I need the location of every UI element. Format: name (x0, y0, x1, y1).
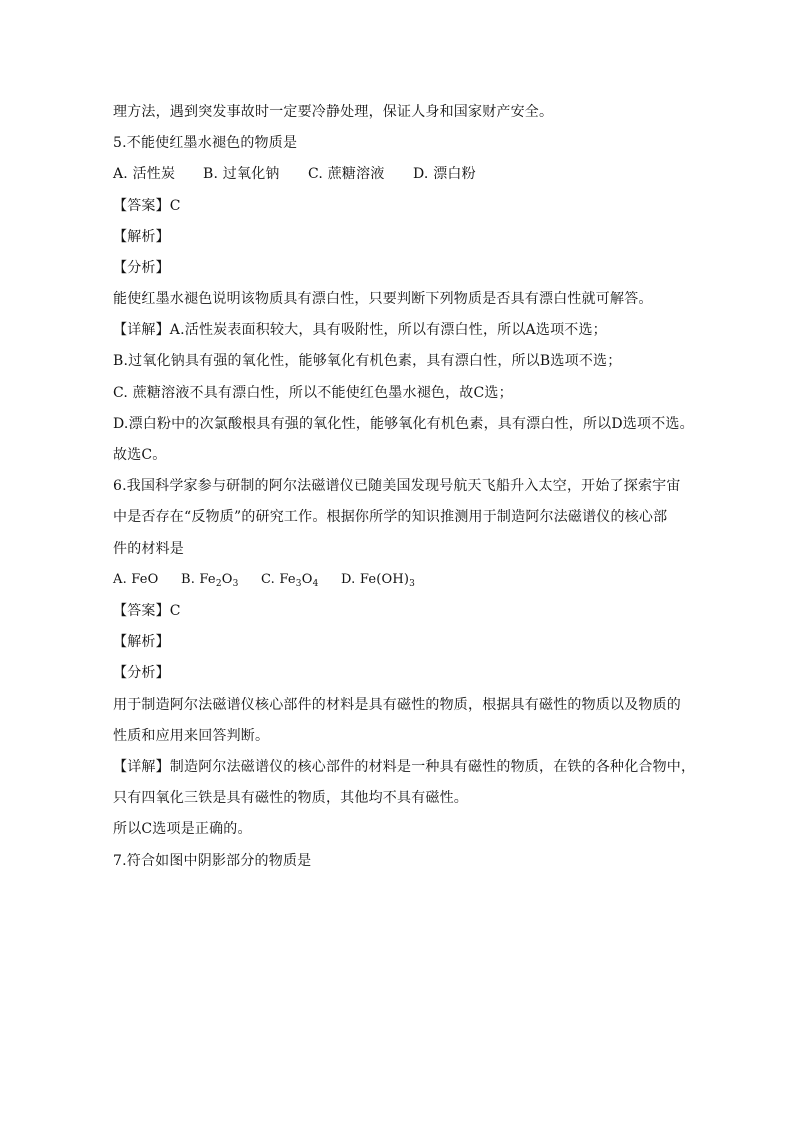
q5-conclusion: 故选C。 (113, 447, 167, 463)
q6-option-c: C. $Fe_3O_4$ (261, 572, 319, 589)
q5-option-b: B. 过氧化钠 (203, 166, 280, 182)
q6-detail-1: 【详解】制造阿尔法磁谱仪的核心部件的材料是一种具有磁性的物质，在铁的各种化合物中， (113, 759, 696, 775)
q6-stem-1: 6.我国科学家参与研制的阿尔法磁谱仪已随美国发现号航天飞船升入太空，开始了探索宇宙 (113, 478, 681, 494)
q6-option-d: D. $Fe(OH)_3$ (341, 572, 416, 589)
q5-fenxi-head: 【分析】 (113, 260, 170, 276)
q5-option-a: A. 活性炭 (113, 166, 176, 182)
q6-option-a: A. FeO (113, 572, 159, 587)
q6-detail-2: 只有四氧化三铁是具有磁性的物质，其他均不具有磁性。 (113, 790, 468, 806)
q6-analysis-head: 【解析】 (113, 634, 170, 650)
q7-stem: 7.符合如图中阴影部分的物质是 (113, 853, 312, 869)
q6-fenxi-1: 用于制造阿尔法磁谱仪核心部件的材料是具有磁性的物质，根据具有磁性的物质以及物质的 (113, 697, 681, 713)
q5-detail-3: C. 蔗糖溶液不具有漂白性，所以不能使红色墨水褪色，故C选； (113, 385, 513, 401)
q4-tail-line: 理方法，遇到突发事故时一定要冷静处理，保证人身和国家财产安全。 (113, 104, 554, 120)
q6-options (113, 571, 415, 593)
q5-options (113, 165, 476, 183)
q5-detail-2: B.过氧化钠具有强的氧化性，能够氧化有机色素，具有漂白性，所以B选项不选； (113, 353, 622, 369)
q5-stem: 5.不能使红墨水褪色的物质是 (113, 135, 298, 151)
q5-option-d: D. 漂白粉 (413, 166, 476, 182)
q6-stem-2: 中是否存在“反物质”的研究工作。根据你所学的知识推测用于制造阿尔法磁谱仪的核心部 (113, 509, 668, 525)
q5-analysis-head: 【解析】 (113, 229, 170, 245)
q5-detail-4: D.漂白粉中的次氯酸根具有强的氧化性，能够氧化有机色素，具有漂白性，所以D选项不选。 (113, 416, 694, 432)
q6-stem-3: 件的材料是 (113, 541, 184, 557)
q5-detail-1: 【详解】A.活性炭表面积较大，具有吸附性，所以有漂白性，所以A选项不选； (113, 322, 607, 338)
q6-conclusion: 所以C选项是正确的。 (113, 821, 252, 837)
q6-option-b: B. $Fe_2O_3$ (181, 572, 239, 589)
q6-fenxi-2: 性质和应用来回答判断。 (113, 728, 270, 744)
q6-answer: 【答案】C (113, 603, 181, 619)
q5-answer: 【答案】C (113, 198, 181, 214)
q6-fenxi-head: 【分析】 (113, 665, 170, 681)
q5-option-c: C. 蔗糖溶液 (308, 166, 385, 182)
q5-fenxi: 能使红墨水褪色说明该物质具有漂白性，只要判断下列物质是否具有漂白性就可解答。 (113, 291, 653, 307)
